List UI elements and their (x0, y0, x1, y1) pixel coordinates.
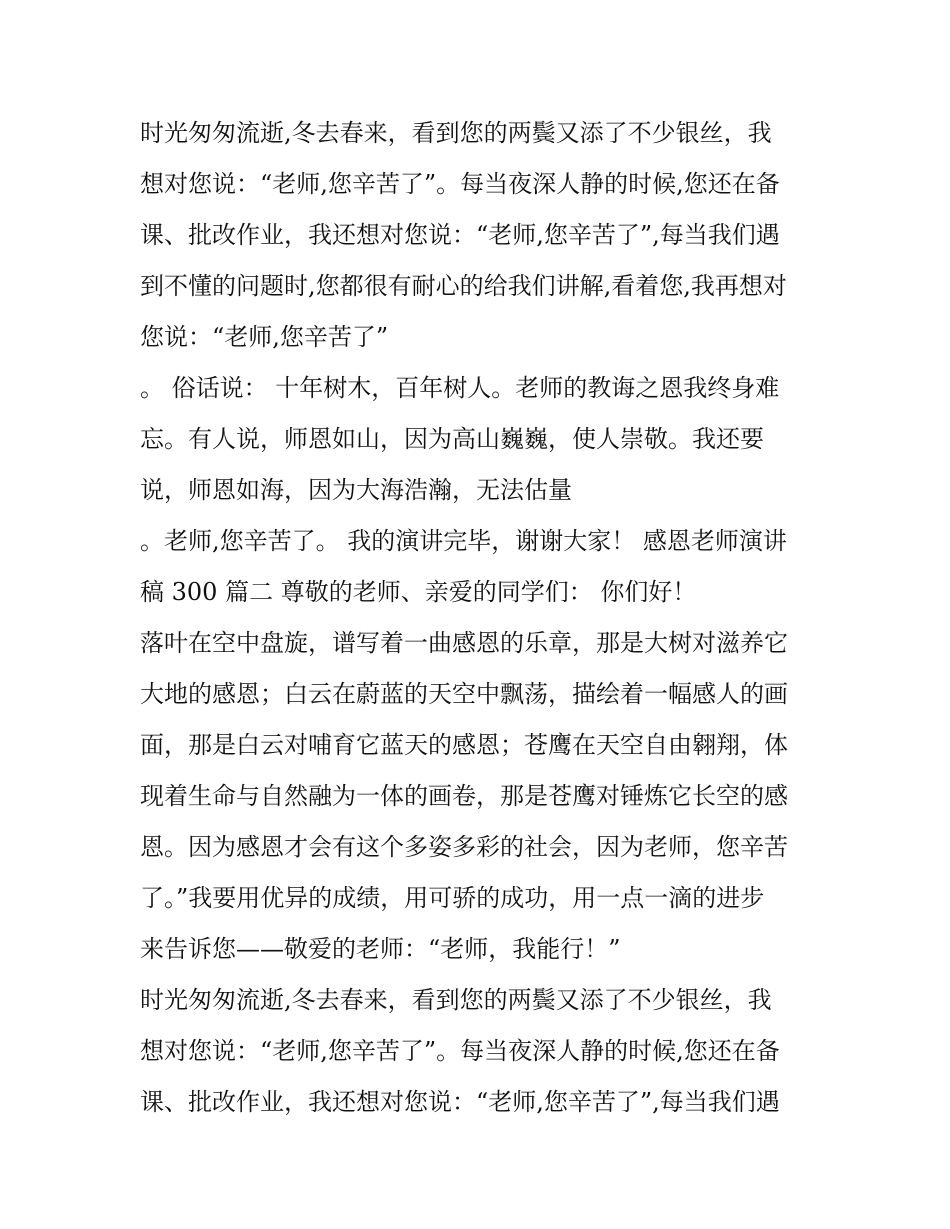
text-line: 来告诉您——敬爱的老师：“老师，我能行！” (140, 935, 621, 963)
text-line: 落叶在空中盘旋，谱写着一曲感恩的乐章，那是大树对滋养它 (140, 629, 788, 657)
text-line: 想对您说：“老师,您辛苦了”。每当夜深人静的时候,您还在备 (140, 1037, 780, 1065)
text-line: 大地的感恩；白云在蔚蓝的天空中飘荡，描绘着一幅感人的画 (140, 680, 788, 708)
text-line: 您说：“老师,您辛苦了” (140, 323, 389, 351)
document-body (140, 108, 820, 1128)
text-line: 现着生命与自然融为一体的画卷，那是苍鹰对锤炼它长空的感 (140, 782, 788, 810)
text-line: 时光匆匆流逝,冬去春来，看到您的两鬓又添了不少银丝，我 (140, 119, 772, 147)
text-line: 时光匆匆流逝,冬去春来，看到您的两鬓又添了不少银丝，我 (140, 986, 772, 1014)
text-line: 稿 300 篇二 尊敬的老师、亲爱的同学们： 你们好！ (140, 578, 697, 606)
text-line: 。 俗话说： 十年树木，百年树人。老师的教诲之恩我终身难 (140, 374, 780, 402)
text-line: 恩。因为感恩才会有这个多姿多彩的社会，因为老师，您辛苦 (140, 833, 788, 861)
text-line: 课、批改作业，我还想对您说：“老师,您辛苦了”,每当我们遇 (140, 1088, 780, 1116)
text-line: 想对您说：“老师,您辛苦了”。每当夜深人静的时候,您还在备 (140, 170, 780, 198)
text-line: 课、批改作业，我还想对您说：“老师,您辛苦了”,每当我们遇 (140, 221, 780, 249)
text-line: 。老师,您辛苦了。 我的演讲完毕，谢谢大家！ 感恩老师演讲 (140, 527, 787, 555)
text-line: 了。”我要用优异的成绩，用可骄的成功，用一点一滴的进步 (140, 884, 765, 912)
text-line: 面，那是白云对哺育它蓝天的感恩；苍鹰在天空自由翱翔，体 (140, 731, 788, 759)
text-line: 忘。有人说，师恩如山，因为高山巍巍，使人崇敬。我还要 (140, 425, 764, 453)
text-line: 到不懂的问题时,您都很有耐心的给我们讲解,看着您,我再想对 (140, 272, 787, 300)
text-line: 说，师恩如海，因为大海浩瀚，无法估量 (140, 476, 572, 504)
